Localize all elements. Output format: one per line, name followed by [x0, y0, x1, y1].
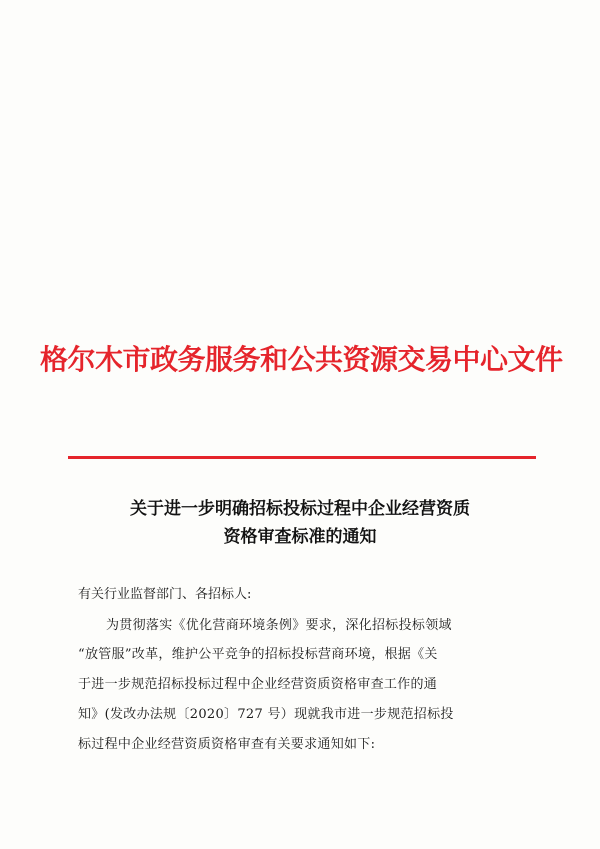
body-text-line: “放管服”改革，维护公平竞争的招标投标营商环境，根据《关 [78, 647, 438, 662]
salutation: 有关行业监督部门、各招标人: [78, 587, 252, 602]
issuer-header-title: 格尔木市政务服务和公共资源交易中心文件 [40, 343, 563, 376]
red-divider-line [68, 456, 536, 459]
document-title-line-2: 资格审查标准的通知 [223, 527, 377, 547]
document-title-line-1: 关于进一步明确招标投标过程中企业经营资质 [130, 499, 470, 519]
body-text-line: 于进一步规范招标投标过程中企业经营资质资格审查工作的通 [78, 677, 438, 692]
body-text-line: 标过程中企业经营资质资格审查有关要求通知如下: [78, 737, 376, 752]
body-text-line: 为贯彻落实《优化营商环境条例》要求，深化招标投标领域 [106, 618, 452, 633]
body-text-line: 知》(发改办法规〔2020〕727 号）现就我市进一步规范招标投 [78, 707, 454, 722]
